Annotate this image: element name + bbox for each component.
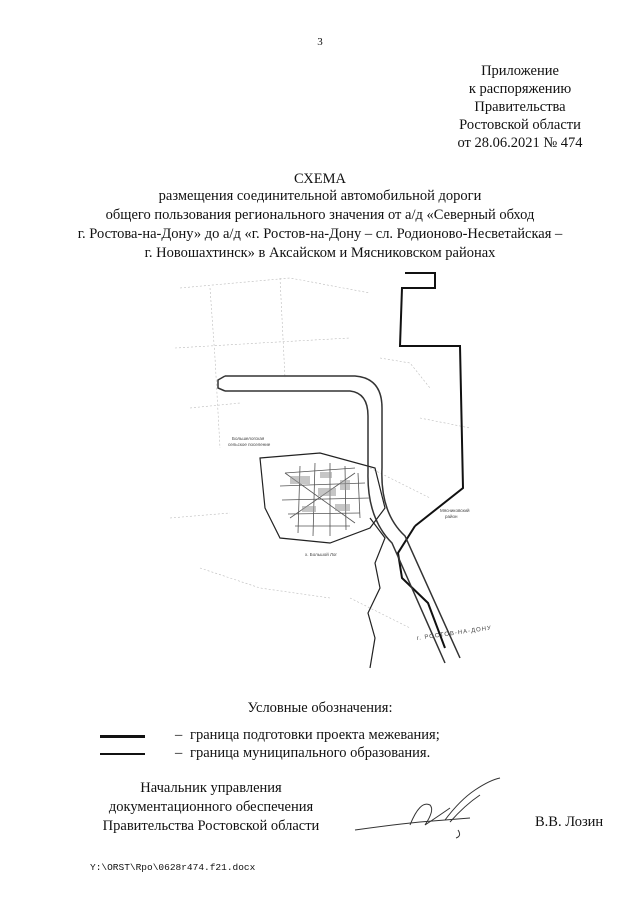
legend-text: граница подготовки проекта межевания; (190, 727, 440, 743)
map-label-settlement: х. Большой Лог (305, 552, 338, 557)
map-label-road: г. РОСТОВ-НА-ДОНУ (416, 625, 493, 642)
map-label-neighbor-district: Мясниковский (440, 508, 470, 513)
appendix-line: Ростовской области (459, 117, 581, 133)
scheme-subtitle (60, 187, 580, 263)
subtitle-line: г. Новошахтинск» в Аксайском и Мясниковском районах (144, 245, 496, 261)
signer-position-line: документационного обеспечения (108, 799, 314, 815)
appendix-line: от 28.06.2021 № 474 (457, 135, 583, 151)
appendix-line: Правительства (474, 99, 566, 115)
signature-block (86, 779, 336, 836)
appendix-line: к распоряжению (468, 81, 572, 97)
scheme-map (170, 268, 510, 668)
signer-position-line: Начальник управления (140, 780, 282, 796)
legend-dash: – (175, 727, 183, 743)
map-label-district: Большелогская (232, 436, 265, 441)
legend-title: Условные обозначения: (247, 700, 393, 716)
legend-item-municipal-boundary (100, 745, 560, 763)
signer-name: В.В. Лозин (535, 814, 604, 830)
page-number: 3 (317, 36, 323, 48)
signer-position-line: Правительства Ростовской области (102, 818, 320, 834)
municipal-boundary (260, 453, 385, 668)
subtitle-line: общего пользования регионального значения от а/д «Северный обход (105, 207, 535, 223)
file-path: Y:\ORST\Rpo\0628r474.f21.docx (90, 862, 256, 873)
map-label-neighbor-district-sub: район (445, 514, 458, 519)
map-labels (228, 436, 492, 642)
subtitle-line: размещения соединительной автомобильной дороги (158, 188, 482, 204)
legend-text: граница муниципального образования. (190, 745, 431, 761)
handwritten-signature (350, 770, 520, 845)
legend-item-project-boundary (100, 727, 560, 745)
appendix-line: Приложение (481, 63, 559, 79)
subtitle-line: г. Ростова-на-Дону» до а/д «г. Ростов-на-Дону – сл. Родионово-Несветайская – (77, 226, 563, 242)
legend-dash: – (175, 745, 183, 761)
appendix-header (420, 62, 620, 152)
legend-line-thick (100, 735, 145, 738)
map-label-district-sub: сельское поселение (228, 442, 271, 447)
legend-line-thin (100, 753, 145, 755)
scheme-title: СХЕМА (294, 171, 346, 187)
